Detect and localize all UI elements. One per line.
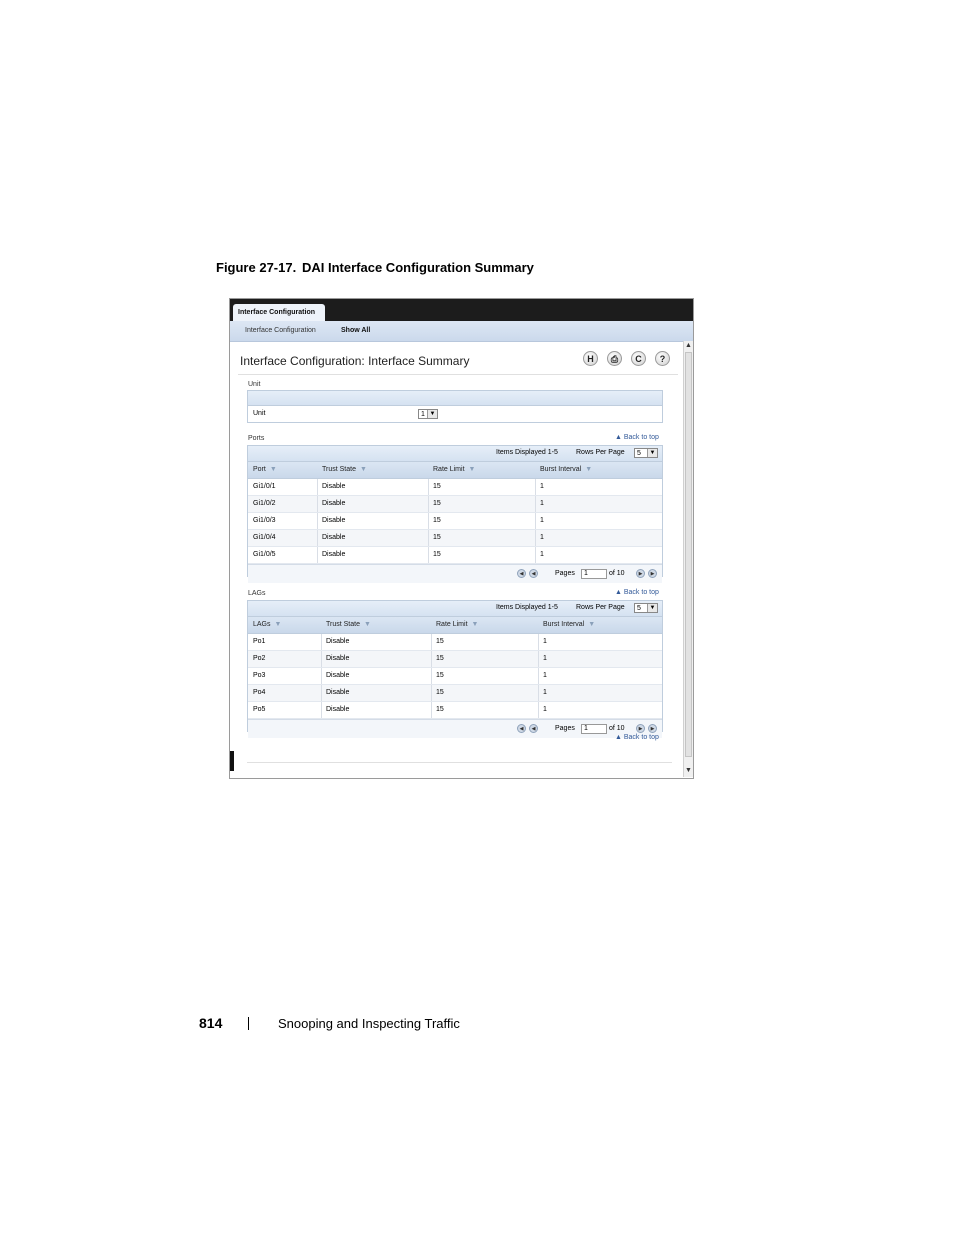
sub-nav-bar: [230, 321, 693, 342]
footer-separator: [248, 1017, 249, 1030]
column-divider: [431, 702, 432, 718]
column-divider: [538, 651, 539, 667]
table-cell: Disable: [326, 638, 350, 645]
table-cell: Disable: [322, 517, 346, 524]
table-cell: Po3: [253, 672, 266, 679]
ports-back-to-top-link[interactable]: ▲ Back to top: [615, 434, 659, 441]
ports-of-pages: of 10: [609, 570, 625, 577]
table-cell: 1: [543, 706, 547, 713]
col-rate-limit-label: Rate Limit: [436, 621, 468, 628]
ui-screenshot: [229, 298, 694, 779]
column-divider: [317, 496, 318, 512]
scroll-down-icon[interactable]: ▼: [685, 767, 692, 774]
col-lags[interactable]: [253, 621, 281, 628]
column-divider: [321, 702, 322, 718]
table-row[interactable]: [248, 496, 662, 513]
column-divider: [431, 668, 432, 684]
figure-number: Figure 27-17.: [216, 260, 297, 275]
table-row[interactable]: [248, 651, 662, 668]
column-divider: [321, 634, 322, 650]
column-divider: [317, 530, 318, 546]
column-divider: [428, 547, 429, 563]
ports-items-displayed: Items Displayed 1-5: [496, 449, 558, 456]
ports-rows: [248, 479, 662, 564]
unit-section-label: Unit: [248, 381, 261, 388]
sort-icon: ▼: [468, 466, 476, 473]
col-rate-limit[interactable]: [433, 466, 475, 473]
left-edge-marker: [230, 751, 234, 771]
scroll-thumb[interactable]: [685, 352, 692, 757]
unit-box-header: [248, 391, 662, 406]
col-rate-limit-label: Rate Limit: [433, 466, 465, 473]
table-cell: 15: [433, 500, 441, 507]
table-cell: Disable: [326, 655, 350, 662]
table-cell: 1: [543, 638, 547, 645]
column-divider: [431, 634, 432, 650]
column-divider: [321, 668, 322, 684]
table-cell: 1: [543, 672, 547, 679]
table-cell: Disable: [322, 551, 346, 558]
back-to-top-label: Back to top: [623, 434, 659, 441]
back-to-top-label: Back to top: [623, 589, 659, 596]
print-icon[interactable]: ⎙: [607, 351, 622, 366]
table-row[interactable]: [248, 668, 662, 685]
page-number: 814: [199, 1015, 223, 1031]
table-cell: 1: [540, 534, 544, 541]
column-divider: [317, 547, 318, 563]
top-nav-bar: [230, 299, 693, 321]
ports-rows-per-page-select[interactable]: [634, 448, 658, 458]
lags-page-input[interactable]: 1: [581, 724, 607, 734]
page-title: Interface Configuration: Interface Summary: [240, 354, 470, 368]
column-divider: [538, 668, 539, 684]
ports-pages-label: Pages: [555, 570, 575, 577]
table-cell: 1: [540, 551, 544, 558]
footer-section-title: Snooping and Inspecting Traffic: [278, 1016, 460, 1031]
table-row[interactable]: [248, 634, 662, 651]
sort-icon: ▼: [274, 621, 282, 628]
table-cell: Po1: [253, 638, 266, 645]
table-row[interactable]: [248, 479, 662, 496]
table-cell: Disable: [326, 689, 350, 696]
table-cell: 1: [540, 517, 544, 524]
table-cell: 1: [540, 483, 544, 490]
bottom-back-to-top-link[interactable]: ▲ Back to top: [615, 734, 659, 741]
column-divider: [535, 547, 536, 563]
bottom-divider: [247, 762, 672, 763]
lags-back-to-top-link[interactable]: ▲ Back to top: [615, 589, 659, 596]
figure-caption: [216, 260, 534, 275]
column-divider: [321, 685, 322, 701]
chevron-down-icon: ▼: [647, 604, 657, 612]
table-cell: 15: [436, 672, 444, 679]
col-burst-interval[interactable]: [543, 621, 595, 628]
column-divider: [317, 479, 318, 495]
table-row[interactable]: [248, 685, 662, 702]
next-page-icon[interactable]: ▶: [636, 569, 645, 578]
help-icon[interactable]: ?: [655, 351, 670, 366]
table-cell: 1: [543, 689, 547, 696]
column-divider: [428, 513, 429, 529]
table-cell: 1: [540, 500, 544, 507]
ports-rows-per-page-value: 5: [637, 450, 641, 457]
table-row[interactable]: [248, 547, 662, 564]
lags-toolbar: [248, 601, 662, 617]
col-port-label: Port: [253, 466, 266, 473]
table-cell: Po2: [253, 655, 266, 662]
sort-icon: ▼: [471, 621, 479, 628]
table-row[interactable]: [248, 513, 662, 530]
last-page-icon[interactable]: ▶: [648, 569, 657, 578]
table-cell: Gi1/0/2: [253, 500, 276, 507]
column-divider: [321, 651, 322, 667]
save-icon[interactable]: H: [583, 351, 598, 366]
unit-value: 1: [421, 411, 425, 418]
scroll-up-icon[interactable]: ▲: [685, 342, 692, 349]
vertical-scrollbar[interactable]: [683, 341, 693, 777]
sort-icon: ▼: [359, 466, 367, 473]
table-cell: 15: [433, 534, 441, 541]
table-cell: Gi1/0/3: [253, 517, 276, 524]
col-burst-interval[interactable]: [540, 466, 592, 473]
table-cell: 15: [436, 706, 444, 713]
table-cell: Po4: [253, 689, 266, 696]
last-page-icon[interactable]: ▶: [648, 724, 657, 733]
subnav-show-all[interactable]: Show All: [341, 327, 371, 334]
lags-rows-per-page-label: Rows Per Page: [576, 604, 625, 611]
sort-icon: ▼: [588, 621, 596, 628]
lags-items-displayed: Items Displayed 1-5: [496, 604, 558, 611]
table-cell: 15: [433, 551, 441, 558]
column-divider: [428, 479, 429, 495]
table-cell: Disable: [326, 706, 350, 713]
unit-row: [248, 406, 662, 422]
first-page-icon[interactable]: ◀: [517, 569, 526, 578]
sort-icon: ▼: [269, 466, 277, 473]
ports-column-header: [248, 462, 662, 479]
tab-interface-configuration[interactable]: Interface Configuration: [233, 304, 325, 321]
prev-page-icon[interactable]: ◀: [529, 569, 538, 578]
chevron-down-icon: ▼: [427, 410, 437, 418]
table-cell: 15: [436, 655, 444, 662]
table-cell: 15: [436, 638, 444, 645]
col-trust-state[interactable]: [322, 466, 367, 473]
col-trust-state-label: Trust State: [322, 466, 356, 473]
ports-section-label: Ports: [248, 435, 265, 442]
lags-table: [247, 600, 663, 732]
prev-page-icon[interactable]: ◀: [529, 724, 538, 733]
title-divider: [238, 374, 678, 375]
table-cell: Disable: [326, 672, 350, 679]
lags-rows-per-page-select[interactable]: [634, 603, 658, 613]
table-row[interactable]: [248, 530, 662, 547]
table-cell: 1: [543, 655, 547, 662]
col-burst-interval-label: Burst Interval: [540, 466, 582, 473]
lags-pager: [248, 719, 662, 738]
unit-select[interactable]: [418, 409, 438, 419]
column-divider: [317, 513, 318, 529]
lags-section-label: LAGs: [248, 590, 266, 597]
column-divider: [428, 530, 429, 546]
refresh-icon[interactable]: C: [631, 351, 646, 366]
col-rate-limit[interactable]: [436, 621, 478, 628]
table-cell: Disable: [322, 500, 346, 507]
col-port[interactable]: [253, 466, 277, 473]
ports-rows-per-page-label: Rows Per Page: [576, 449, 625, 456]
lags-pages-label: Pages: [555, 725, 575, 732]
column-divider: [428, 496, 429, 512]
column-divider: [535, 530, 536, 546]
table-cell: Disable: [322, 483, 346, 490]
column-divider: [535, 496, 536, 512]
column-divider: [431, 685, 432, 701]
unit-label: Unit: [253, 410, 266, 417]
table-cell: Gi1/0/1: [253, 483, 276, 490]
ports-table: [247, 445, 663, 577]
lags-rows-per-page-value: 5: [637, 605, 641, 612]
sort-icon: ▼: [585, 466, 593, 473]
lags-of-pages: of 10: [609, 725, 625, 732]
col-trust-state-label: Trust State: [326, 621, 360, 628]
ports-toolbar: [248, 446, 662, 462]
col-lags-label: LAGs: [253, 621, 271, 628]
table-cell: 15: [433, 483, 441, 490]
column-divider: [538, 702, 539, 718]
column-divider: [538, 685, 539, 701]
column-divider: [535, 513, 536, 529]
subnav-interface-configuration[interactable]: Interface Configuration: [245, 327, 316, 334]
column-divider: [431, 651, 432, 667]
column-divider: [535, 479, 536, 495]
col-burst-interval-label: Burst Interval: [543, 621, 585, 628]
figure-title: DAI Interface Configuration Summary: [302, 260, 534, 275]
table-cell: Disable: [322, 534, 346, 541]
chevron-down-icon: ▼: [647, 449, 657, 457]
table-cell: 15: [433, 517, 441, 524]
back-to-top-label: Back to top: [623, 734, 659, 741]
unit-box: [247, 390, 663, 423]
table-row[interactable]: [248, 702, 662, 719]
first-page-icon[interactable]: ◀: [517, 724, 526, 733]
ports-page-input[interactable]: 1: [581, 569, 607, 579]
table-cell: 15: [436, 689, 444, 696]
lags-rows: [248, 634, 662, 719]
table-cell: Gi1/0/4: [253, 534, 276, 541]
ports-pager: [248, 564, 662, 583]
table-cell: Gi1/0/5: [253, 551, 276, 558]
col-trust-state[interactable]: [326, 621, 371, 628]
lags-column-header: [248, 617, 662, 634]
next-page-icon[interactable]: ▶: [636, 724, 645, 733]
sort-icon: ▼: [363, 621, 371, 628]
column-divider: [538, 634, 539, 650]
table-cell: Po5: [253, 706, 266, 713]
